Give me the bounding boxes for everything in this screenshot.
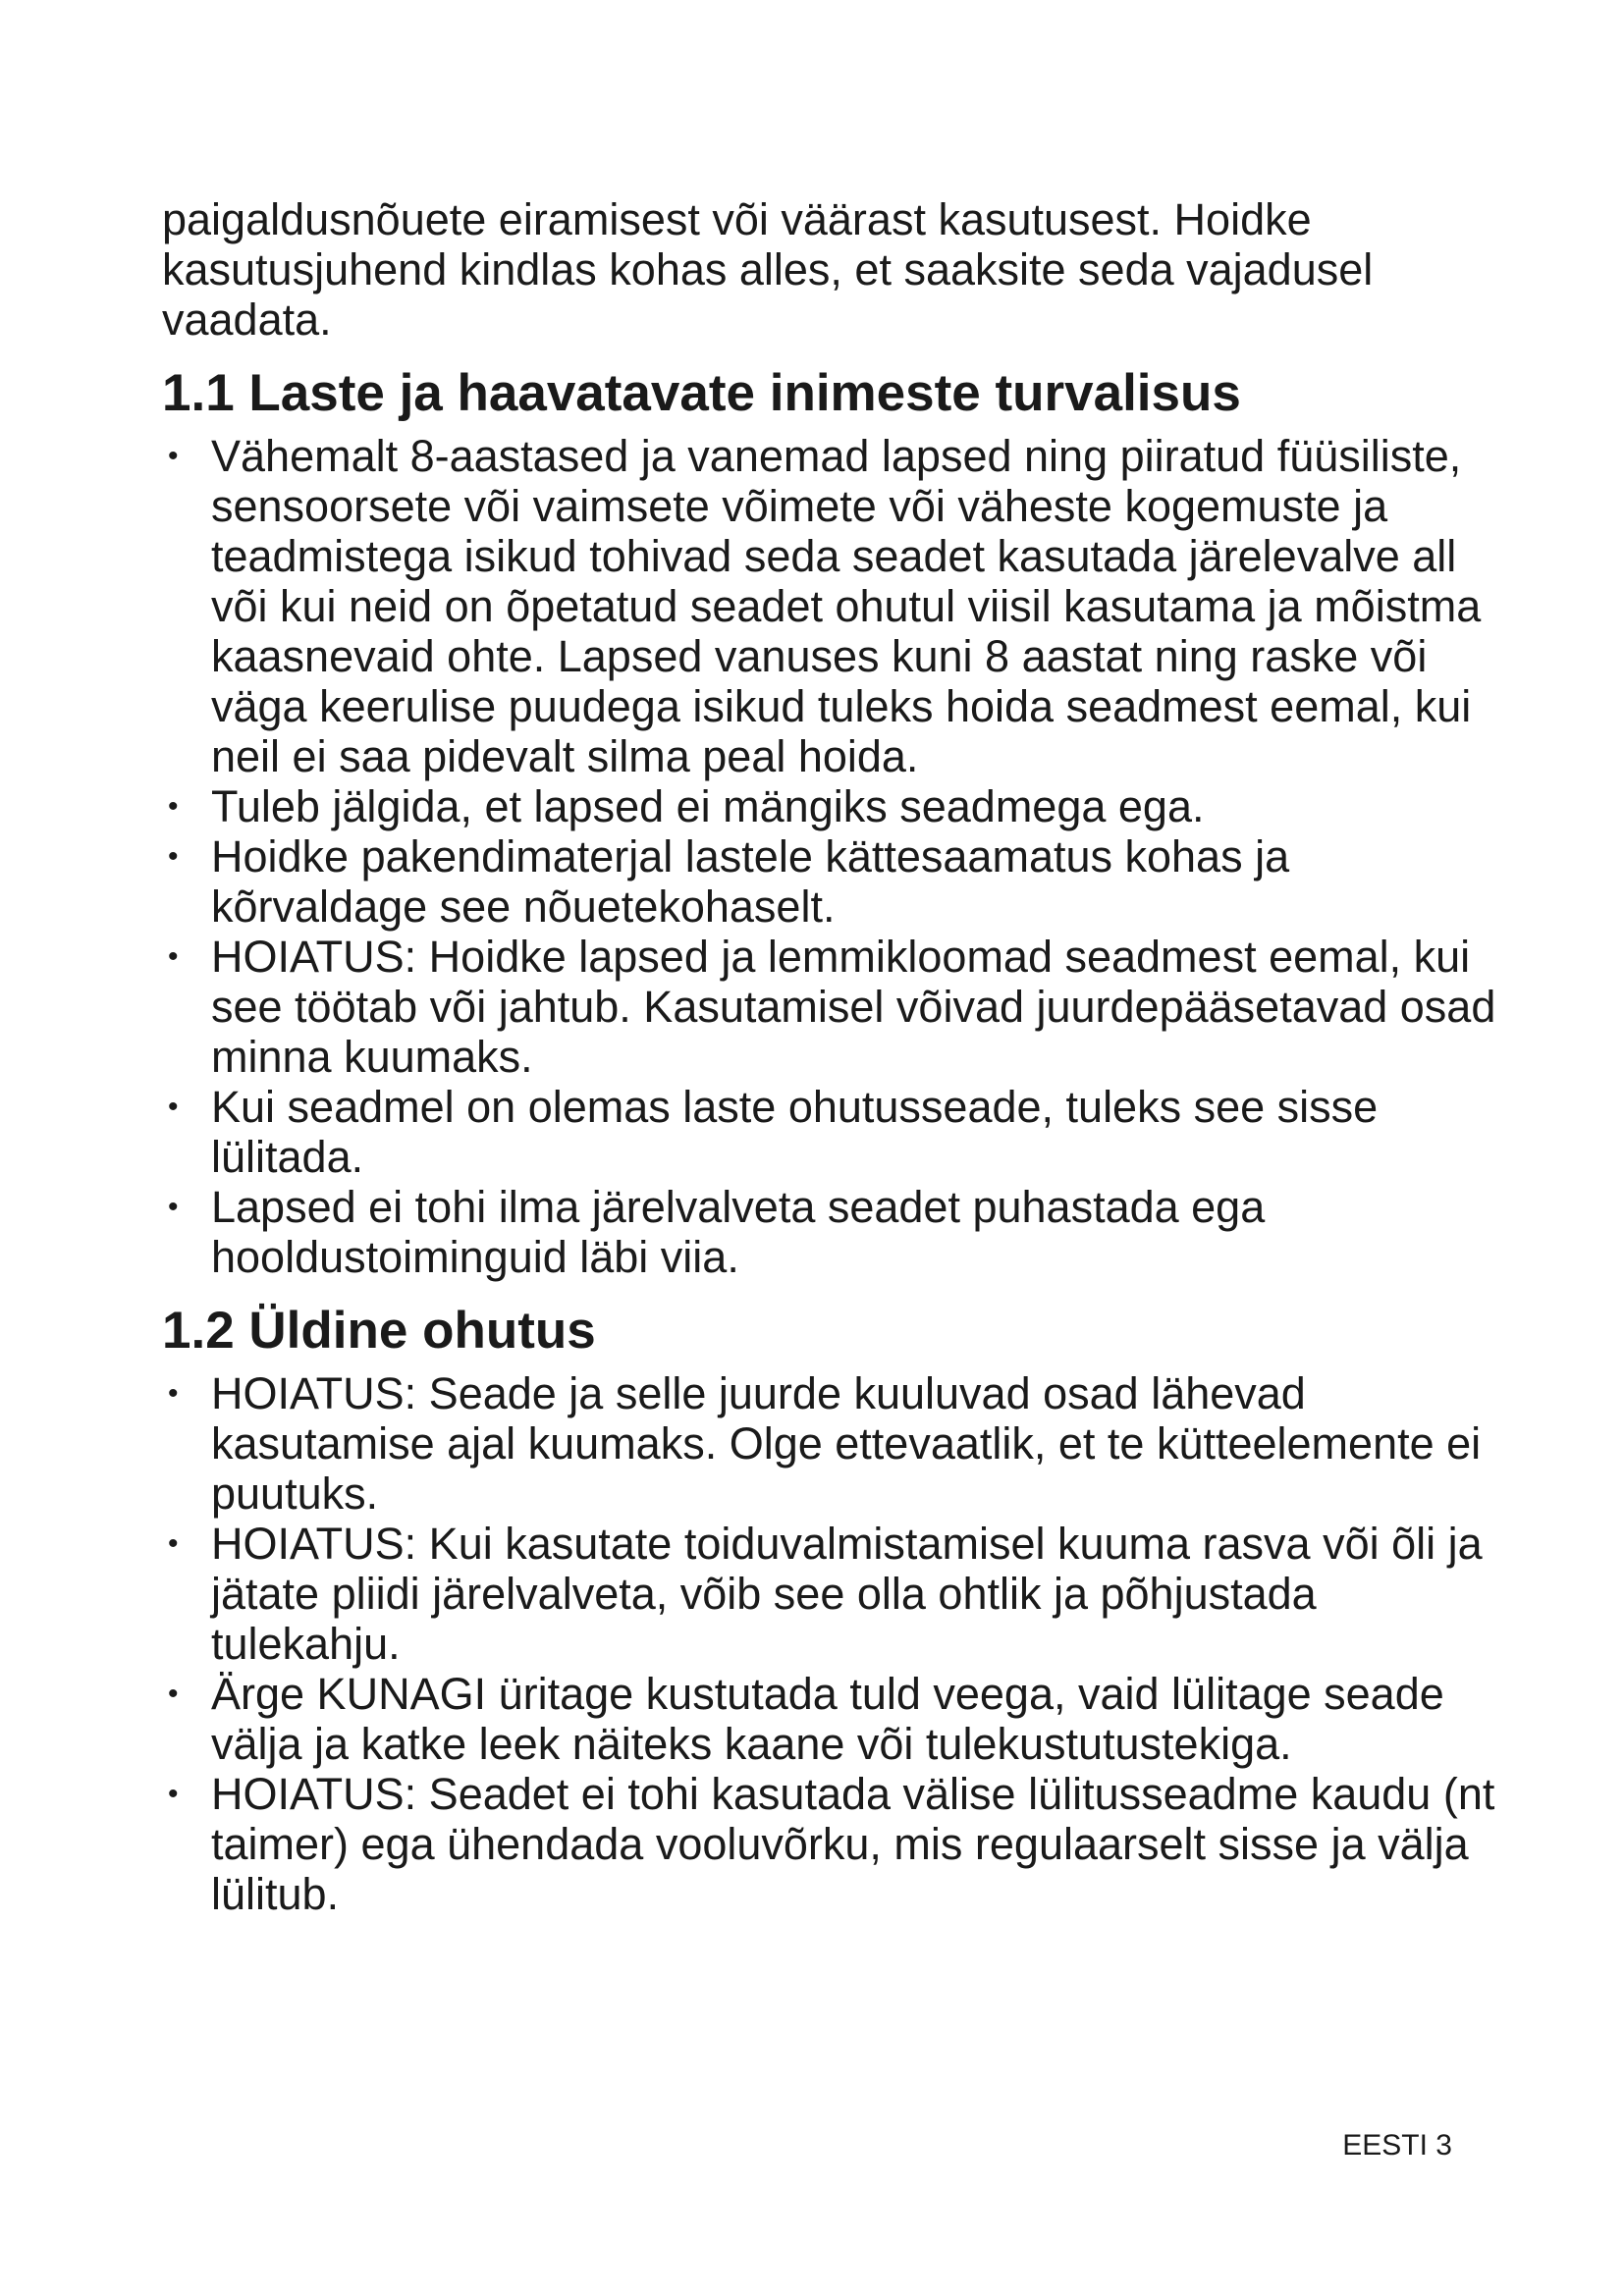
list-item-text: Vähemalt 8-aastased ja vanemad lapsed ning piiratud füüsiliste, sensoorsete või vaimsete võimete või väheste kogemuste ja teadmistega isikud tohivad seda seadet kasutada järelevalve all või kui neid on õpetatud seadet ohutul viisil kasutama ja mõistma kaasnevaid ohte. Lapsed vanuses kuni 8 aastat ning raske või väga keerulise puudega isikud tuleks hoida seadmest eemal, kui neil ei saa pidevalt silma peal hoida.: [211, 431, 1482, 781]
list-item-text: HOIATUS: Seadet ei tohi kasutada välise lülitusseadme kaudu (nt taimer) ega ühendada vooluvõrku, mis regulaarselt sisse ja välja lülitub.: [211, 1769, 1495, 1919]
bullet-icon: •: [168, 940, 179, 973]
list-item-text: HOIATUS: Seade ja selle juurde kuuluvad osad lähevad kasutamise ajal kuumaks. Olge ettevaatlik, et te kütteelemente ei puutuks.: [211, 1368, 1482, 1519]
list-item: [162, 1368, 1497, 1519]
page-footer: EESTI 3: [1342, 2129, 1452, 2162]
section-heading-child-safety: 1.1 Laste ja haavatavate inimeste turvalisus: [162, 364, 1241, 422]
list-item: [162, 1182, 1497, 1282]
bullet-icon: •: [168, 1191, 179, 1223]
list-item: [162, 932, 1497, 1082]
document-body: [162, 194, 1497, 1939]
bullet-icon: •: [168, 1091, 179, 1123]
general-safety-list: [162, 1368, 1497, 1919]
list-item-text: HOIATUS: Kui kasutate toiduvalmistamisel kuuma rasva või õli ja jätate pliidi järelvalveta, võib see olla ohtlik ja põhjustada tulekahju.: [211, 1519, 1483, 1669]
list-item-text: Ärge KUNAGI üritage kustutada tuld veega, vaid lülitage seade välja ja katke leek näiteks kaane või tulekustutustekiga.: [211, 1669, 1444, 1769]
section-heading-general-safety: 1.2 Üldine ohutus: [162, 1302, 596, 1360]
intro-paragraph: paigaldusnõuete eiramisest või väärast kasutusest. Hoidke kasutusjuhend kindlas kohas alles, et saaksite seda vajadusel vaadata.: [162, 194, 1374, 345]
list-item-text: Lapsed ei tohi ilma järelvalveta seadet puhastada ega hooldustoiminguid läbi viia.: [211, 1182, 1266, 1282]
bullet-icon: •: [168, 1678, 179, 1710]
bullet-icon: •: [168, 1778, 179, 1810]
list-item: [162, 1769, 1497, 1919]
child-safety-list: [162, 431, 1497, 1282]
list-item-text: HOIATUS: Hoidke lapsed ja lemmikloomad seadmest eemal, kui see töötab või jahtub. Kasutamisel võivad juurdepääsetavad osad minna kuumaks.: [211, 932, 1496, 1082]
bullet-icon: •: [168, 1377, 179, 1410]
list-item: [162, 1519, 1497, 1669]
list-item: [162, 1082, 1497, 1182]
list-item-text: Kui seadmel on olemas laste ohutusseade, tuleks see sisse lülitada.: [211, 1082, 1379, 1182]
bullet-icon: •: [168, 840, 179, 873]
bullet-icon: •: [168, 1527, 179, 1560]
bullet-icon: •: [168, 440, 179, 472]
list-item-text: Tuleb jälgida, et lapsed ei mängiks seadmega ega.: [211, 781, 1205, 831]
list-item: [162, 781, 1497, 831]
list-item: [162, 1669, 1497, 1769]
list-item: [162, 431, 1497, 781]
list-item: [162, 831, 1497, 932]
list-item-text: Hoidke pakendimaterjal lastele kättesaamatus kohas ja kõrvaldage see nõuetekohaselt.: [211, 831, 1290, 932]
bullet-icon: •: [168, 790, 179, 823]
